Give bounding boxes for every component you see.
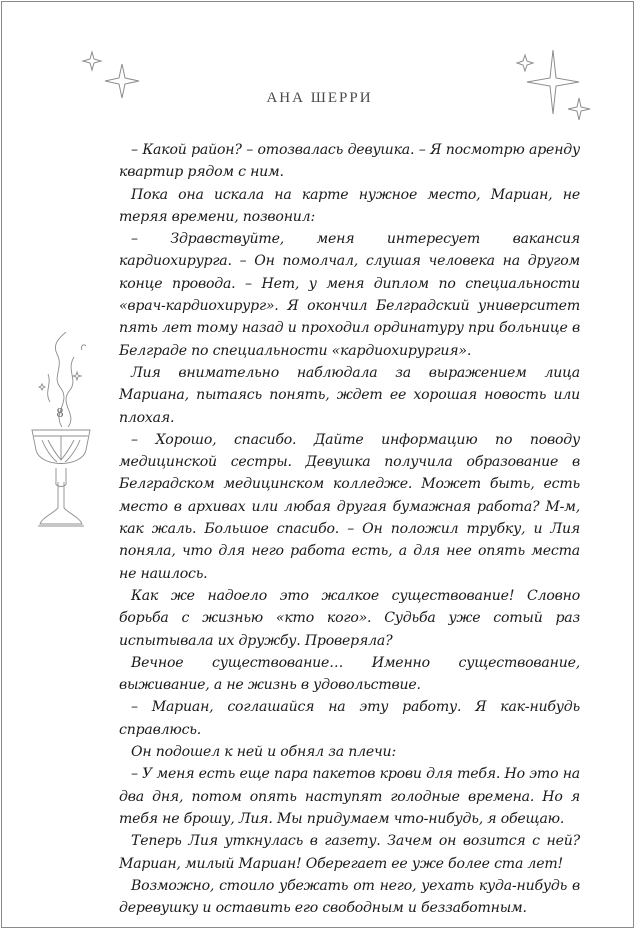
paragraph: Он подошел к ней и обнял за плечи: xyxy=(131,744,396,761)
paragraph: Вечное существование… Именно существование, выживание, а не жизнь в удовольствие. xyxy=(119,654,580,694)
paragraph: – У меня есть еще пара пакетов крови для тебя. Но это на два дня, потом опять наступят голодные времена. Но я тебя не брошу, Лия. Мы придумаем что-нибудь, я обещаю. xyxy=(119,766,580,827)
page-number: 8 xyxy=(56,406,64,421)
paragraph: Теперь Лия уткнулась в газету. Зачем он возится с ней? Мариан, милый Мариан! Оберегает ее уже более ста лет! xyxy=(119,833,580,872)
paragraph: – Здравствуйте, меня интересует вакансия кардиохирурга. – Он помолчал, слушая человека на другом конце провода. – Нет, у меня диплом по специальности «врач-кардиохирург». Я окончил Белградский университет пять лет тому назад и проходил ординатуру при больнице в Белграде по специальности «кардиохирургия». xyxy=(119,231,580,359)
running-header: АНА ШЕРРИ xyxy=(266,90,373,106)
goblet-icon xyxy=(22,332,112,552)
paragraph: Как же надоело это жалкое существование! Словно борьба с жизнью «кто кого». Судьба уже сотый раз испытывала их дружбу. Проверяла? xyxy=(119,587,580,649)
book-page xyxy=(1,1,634,928)
paragraph: – Хорошо, спасибо. Дайте информацию по поводу медицинской сестры. Девушка получила образование в Белградском медицинском колледже. Может быть, есть место в архивах или любая другая бумажная работа? М-м, как жаль. Большое спасибо. – Он положил трубку, и Лия поняла, что для него работа есть, а для нее опять места не нашлось. xyxy=(119,431,580,582)
paragraph: – Какой район? – отозвалась девушка. – Я посмотрю аренду квартир рядом с ним. xyxy=(119,142,580,181)
paragraph: Возможно, стоило убежать от него, уехать куда-нибудь в деревушку и оставить его свободным и беззаботным. xyxy=(119,877,580,917)
paragraph: Лия внимательно наблюдала за выражением лица Мариана, пытаясь понять, ждет ее хорошая новость или плохая. xyxy=(119,364,580,426)
body-text xyxy=(119,139,580,919)
paragraph: – Мариан, соглашайся на эту работу. Я как-нибудь справлюсь. xyxy=(119,699,580,738)
paragraph: Пока она искала на карте нужное место, Мариан, не теряя времени, позвонил: xyxy=(119,186,580,225)
